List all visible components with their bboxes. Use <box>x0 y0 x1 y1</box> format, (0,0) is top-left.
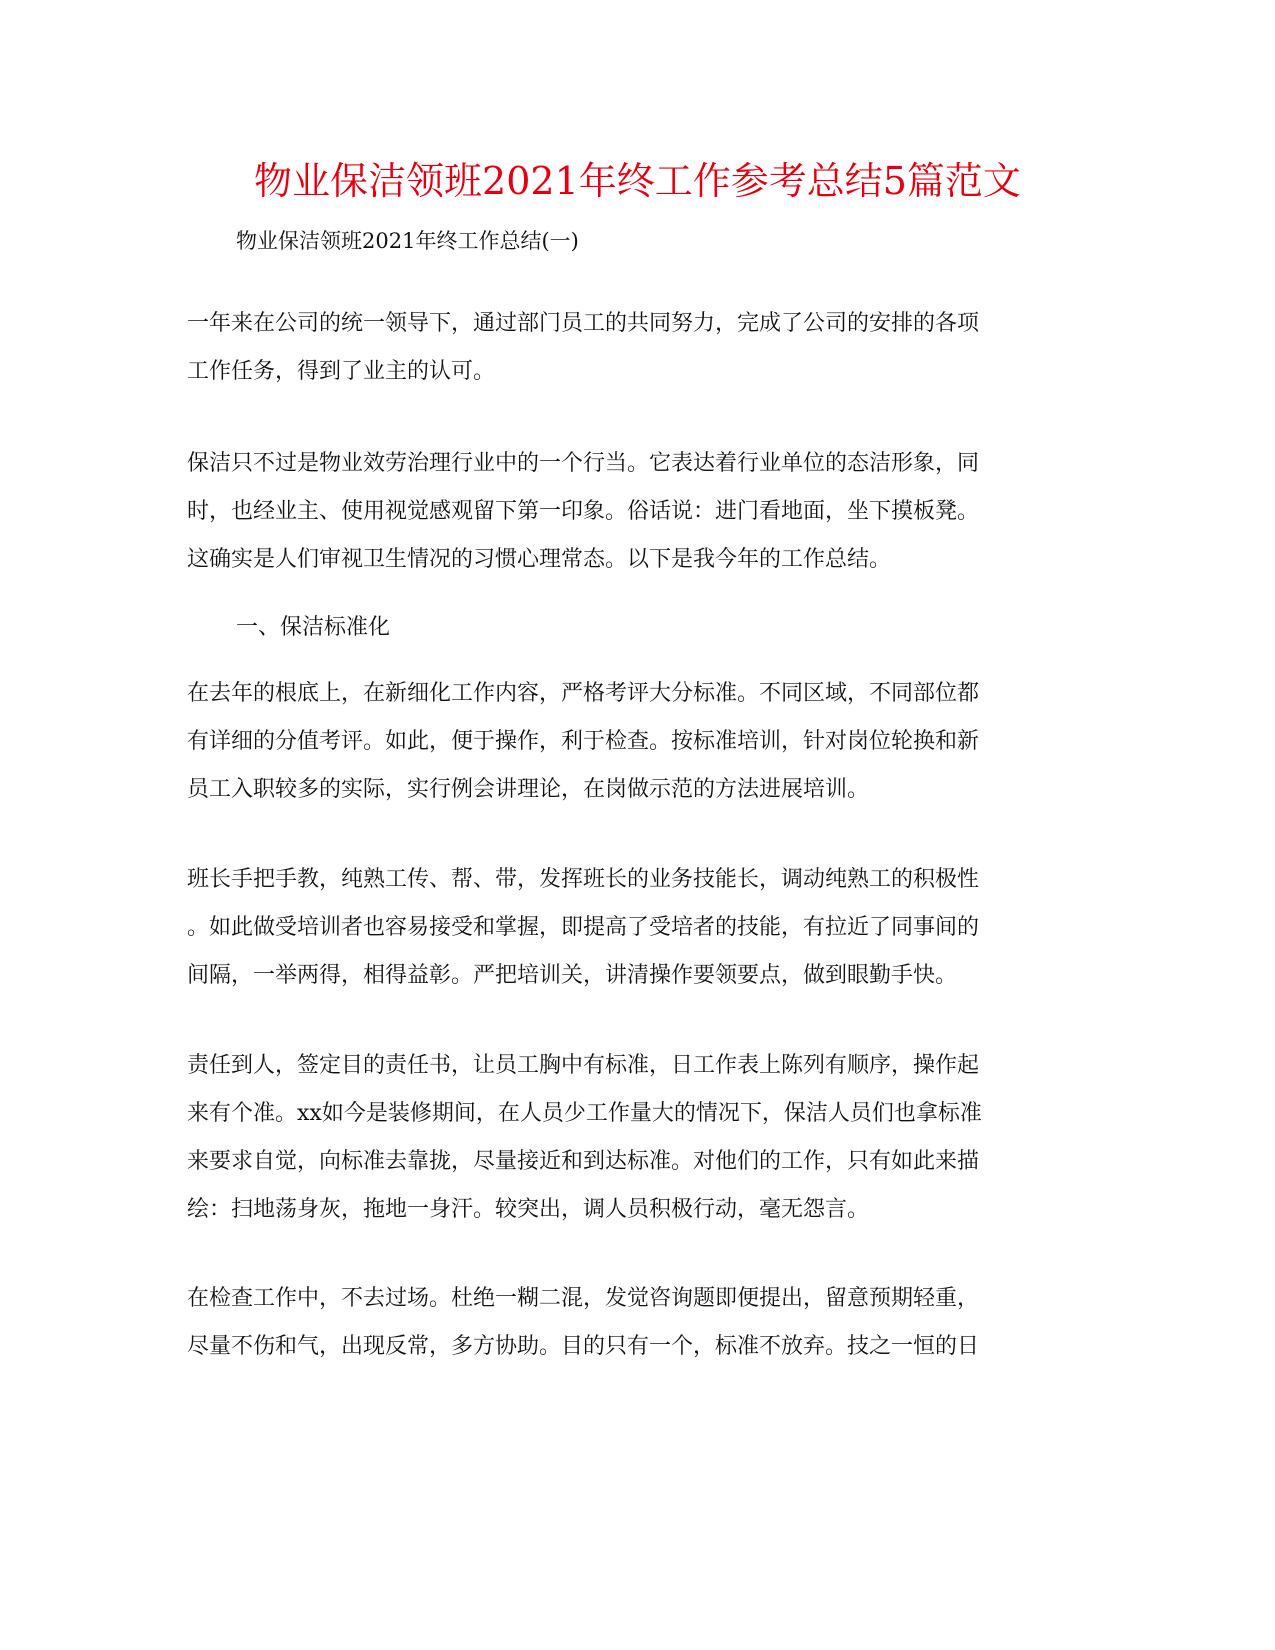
paragraph-line: 。如此做受培训者也容易接受和掌握，即提高了受培者的技能，有拉近了同事间的 <box>187 915 980 940</box>
paragraph-line: 尽量不伤和气，出现反常，多方协助。目的只有一个，标准不放弃。技之一恒的日 <box>187 1334 980 1359</box>
paragraph-line: 有详细的分值考评。如此，便于操作，利于检查。按标准培训，针对岗位轮换和新 <box>187 729 980 754</box>
paragraph-line: 来要求自觉，向标准去靠拢，尽量接近和到达标准。对他们的工作，只有如此来描 <box>187 1149 980 1174</box>
document-subtitle: 物业保洁领班2021年终工作总结(一) <box>236 229 579 253</box>
paragraph-line: 工作任务，得到了业主的认可。 <box>187 359 496 384</box>
paragraph-line: 员工入职较多的实际，实行例会讲理论，在岗做示范的方法进展培训。 <box>187 777 870 802</box>
paragraph-6 <box>187 1275 1087 1371</box>
paragraph-line: 这确实是人们审视卫生情况的习惯心理常态。以下是我今年的工作总结。 <box>187 547 892 572</box>
paragraph-line: 在检查工作中，不去过场。杜绝一糊二混，发觉咨询题即便提出，留意预期轻重， <box>187 1286 980 1311</box>
paragraph-line: 间隔，一举两得，相得益彰。严把培训关，讲清操作要领要点，做到眼勤手快。 <box>187 963 958 988</box>
paragraph-line: 绘：扫地荡身灰，拖地一身汗。较突出，调人员积极行动，毫无怨言。 <box>187 1197 870 1222</box>
paragraph-line: 时，也经业主、使用视觉感观留下第一印象。俗话说：进门看地面，坐下摸板凳。 <box>187 499 980 524</box>
section-heading: 一、保洁标准化 <box>236 615 391 640</box>
document-title: 物业保洁领班2021年终工作参考总结5篇范文 <box>254 159 1021 203</box>
paragraph-line: 责任到人，签定目的责任书，让员工胸中有标准，日工作表上陈列有顺序，操作起 <box>187 1053 980 1078</box>
paragraph-5 <box>187 1042 1087 1234</box>
paragraph-2 <box>187 440 1087 584</box>
paragraph-4 <box>187 856 1087 1000</box>
paragraph-line: 班长手把手教，纯熟工传、帮、带，发挥班长的业务技能长，调动纯熟工的积极性 <box>187 867 980 892</box>
paragraph-line: 来有个准。xx如今是装修期间，在人员少工作量大的情况下，保洁人员们也拿标准 <box>187 1101 982 1126</box>
paragraph-line: 在去年的根底上，在新细化工作内容，严格考评大分标准。不同区域，不同部位都 <box>187 681 980 706</box>
paragraph-3 <box>187 670 1087 814</box>
paragraph-1 <box>187 300 1087 396</box>
paragraph-line: 一年来在公司的统一领导下，通过部门员工的共同努力，完成了公司的安排的各项 <box>187 311 980 336</box>
paragraph-line: 保洁只不过是物业效劳治理行业中的一个行当。它表达着行业单位的态洁形象，同 <box>187 451 980 476</box>
